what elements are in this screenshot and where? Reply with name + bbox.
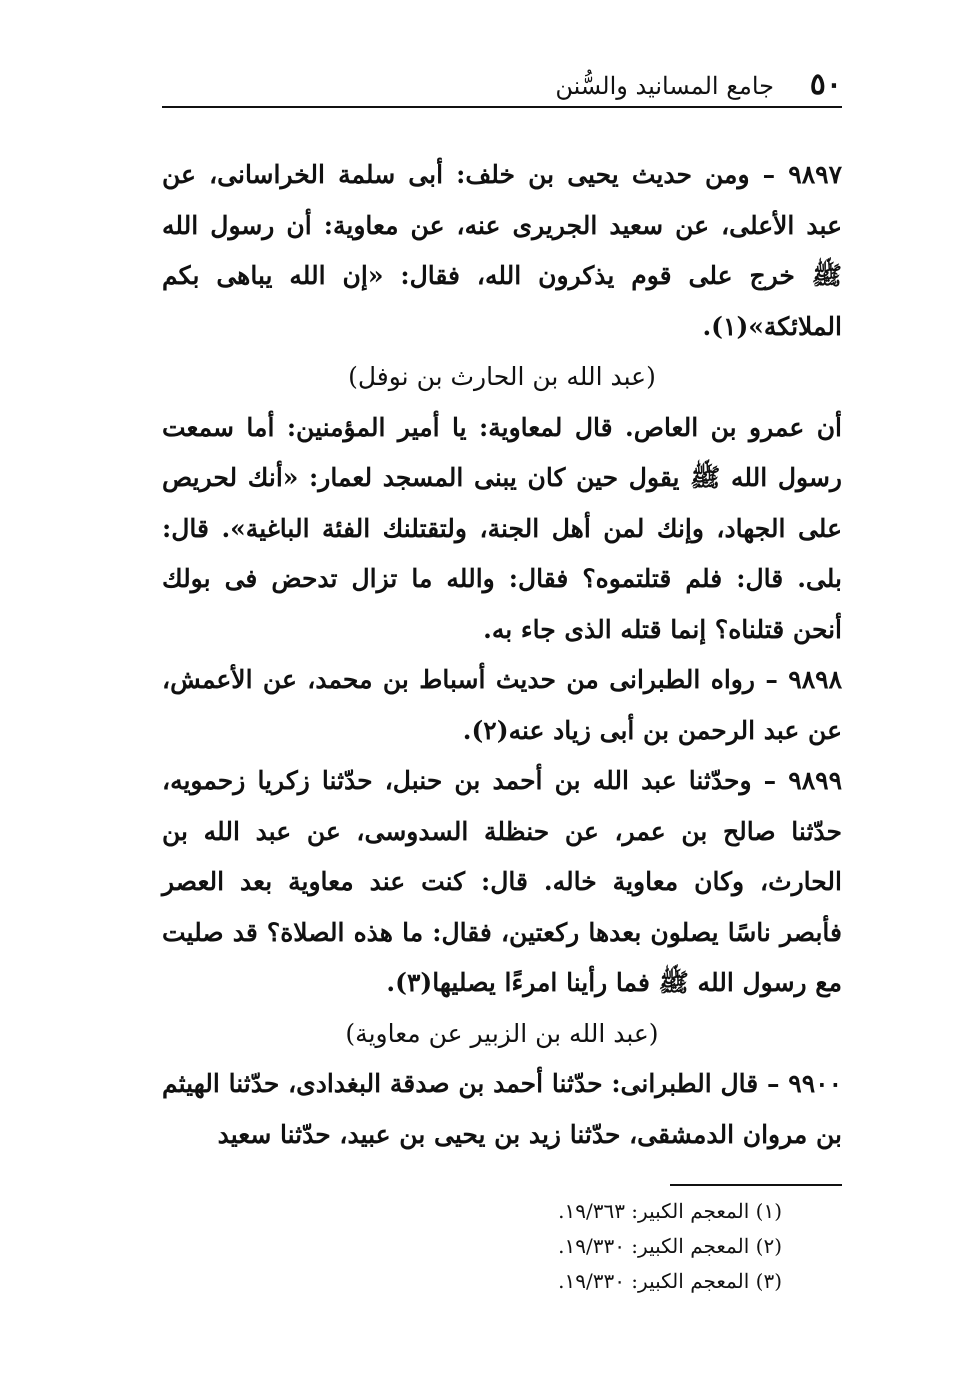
hadith-9898: ٩٨٩٨ – رواه الطبرانى من حديث أسباط بن محمد، عن الأعمش، عن عبد الرحمن بن أبى زياد عنه(٢). (162, 665, 842, 745)
hadith-9899: ٩٨٩٩ – وحدّثنا عبد الله بن أحمد بن حنبل، حدّثنا زكريا زحمويه، حدّثنا صالح بن عمر، عن حنظلة السدوسى، عن عبد الله بن الحارث، وكان معاوية خاله. قال: كنت عند معاوية بعد العصر فأبصر ناسًا يصلون بعدها ركعتين، فقال: ما هذه الصلاة؟ قد صليت مع رسول الله ﷺ فما رأينا امرءًا يصليها(٣). (162, 766, 842, 997)
footnote-3: (٣) المعجم الكبير: ١٩/٣٣٠. (558, 1269, 782, 1293)
footnote-1: (١) المعجم الكبير: ١٩/٣٦٣. (558, 1199, 782, 1223)
footnote-divider (670, 1184, 842, 1186)
section-text-abdullah-ibn-al-harith: أن عمرو بن العاص. قال لمعاوية: يا أمير المؤمنين: أما سمعت رسول الله ﷺ يقول حين كان يبنى المسجد لعمار: «أنك لحريص على الجهاد، وإنك لمن أهل الجنة، ولتقتلنك الفئة الباغية». قال: بلى. قال: فلم قتلتموه؟ فقال: والله ما تزال تدحض فى بولك أنحن قتلناه؟ إنما قتله الذى جاء به. (162, 412, 842, 644)
section-title-abdullah-ibn-al-harith: (عبد الله بن الحارث بن نوفل) (348, 362, 656, 391)
section-title-abdullah-ibn-al-zubayr: (عبد الله بن الزبير عن معاوية) (345, 1018, 659, 1048)
main-text (162, 150, 842, 1160)
footnote-2: (٢) المعجم الكبير: ١٩/٣٣٠. (558, 1234, 782, 1258)
page-number: ٥٠ (809, 67, 842, 102)
footnotes (462, 1194, 782, 1299)
hadith-9897: ٩٨٩٧ – ومن حديث يحيى بن خلف: أبى سلمة الخراسانى، عن عبد الأعلى، عن سعيد الجريرى عنه، عن معاوية: أن رسول الله ﷺ خرج على قوم يذكرون الله، فقال: «إن الله يباهى بكم الملائكة»(١). (162, 160, 842, 341)
page-header (162, 62, 842, 108)
running-title: جامع المسانيد والسُّنن (555, 72, 774, 100)
hadith-9900: ٩٩٠٠ – قال الطبرانى: حدّثنا أحمد بن صدقة البغدادى، حدّثنا الهيثم بن مروان الدمشقى، حدّثنا زيد بن يحيى بن عبيد، حدّثنا سعيد (162, 1069, 842, 1149)
